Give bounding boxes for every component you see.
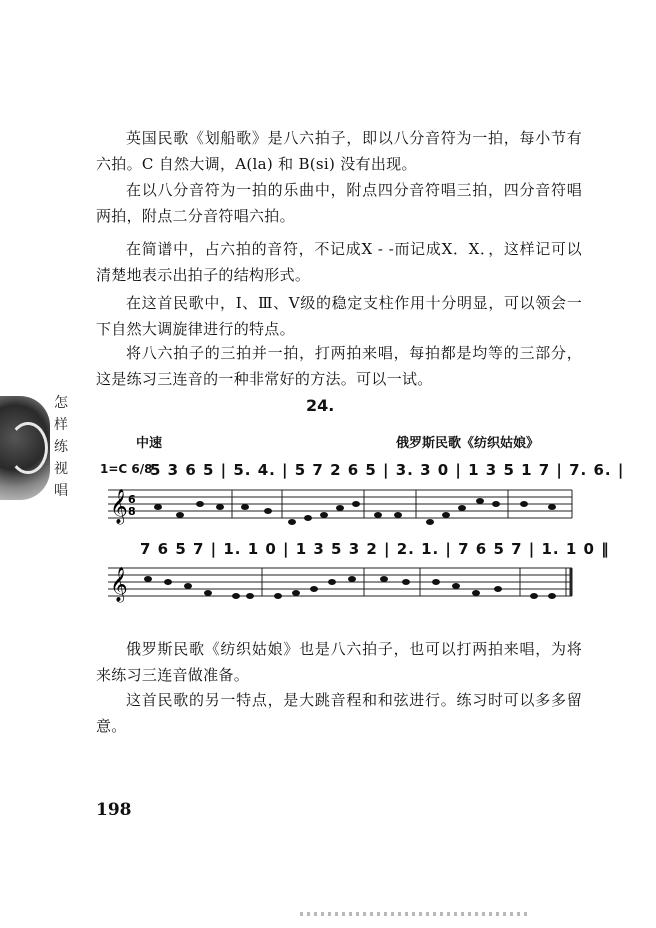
jianpu-line-1: 5 3 6 5 | 5. 4. | 5 7 2 6 5 | 3. 3 0 | 1 3 5 1 7 | 7. 6. | [150,461,625,479]
swirl-decoration-icon [8,422,48,474]
chapter-char: 唱 [54,483,68,499]
paragraph-3: 在简谱中，占六拍的音符，不记成X - -而记成X．X．，这样记可以清楚地表示出拍子的结构形式。 [96,240,582,284]
paragraph-7: 这首民歌的另一特点，是大跳音程和和弦进行。练习时可以多多留意。 [96,691,582,735]
chapter-side-tab [0,388,72,506]
tempo-marking: 中速 [136,436,163,451]
chapter-title-vertical [53,392,69,502]
paragraph-1: 英国民歌《划船歌》是八六拍子，即以八分音符为一拍，每小节有六拍。C 自然大调，A(la) 和 B(si) 没有出现。 [96,129,582,173]
scan-artifact [300,912,530,916]
staff-line-2 [100,560,580,610]
paragraph-2: 在以八分音符为一拍的乐曲中，附点四分音符唱三拍，四分音符唱两拍，附点二分音符唱六拍。 [96,181,582,225]
chapter-char: 怎 [54,395,68,411]
song-credit: 俄罗斯民歌《纺织姑娘》 [396,436,540,451]
treble-clef-icon: 𝄞 [110,567,128,602]
chapter-char: 视 [54,461,68,477]
jianpu-line-2: 7 6 5 7 | 1. 1 0 | 1 3 5 3 2 | 2. 1. | 7 6 5 7 | 1. 1 0 ‖ [140,540,610,558]
svg-text:6: 6 [128,493,136,506]
svg-text:8: 8 [128,505,136,518]
page-number: 198 [96,800,132,820]
treble-clef-icon: 𝄞 [110,489,128,524]
paragraph-6: 俄罗斯民歌《纺织姑娘》也是八六拍子，也可以打两拍来唱，为将来练习三连音做准备。 [96,640,582,684]
chapter-char: 练 [54,439,68,455]
staff-line-1 [100,482,580,532]
paragraph-4: 在这首民歌中，Ⅰ、Ⅲ、Ⅴ级的稳定支柱作用十分明显，可以领会一下自然大调旋律进行的特点。 [96,294,582,338]
song-number: 24. [306,396,335,415]
paragraph-5: 将八六拍子的三拍并一拍，打两拍来唱，每拍都是均等的三部分，这是练习三连音的一种非常好的方法。可以一试。 [96,344,582,388]
chapter-char: 样 [54,417,68,433]
key-time-signature: 1=C 6/8 [100,462,153,476]
